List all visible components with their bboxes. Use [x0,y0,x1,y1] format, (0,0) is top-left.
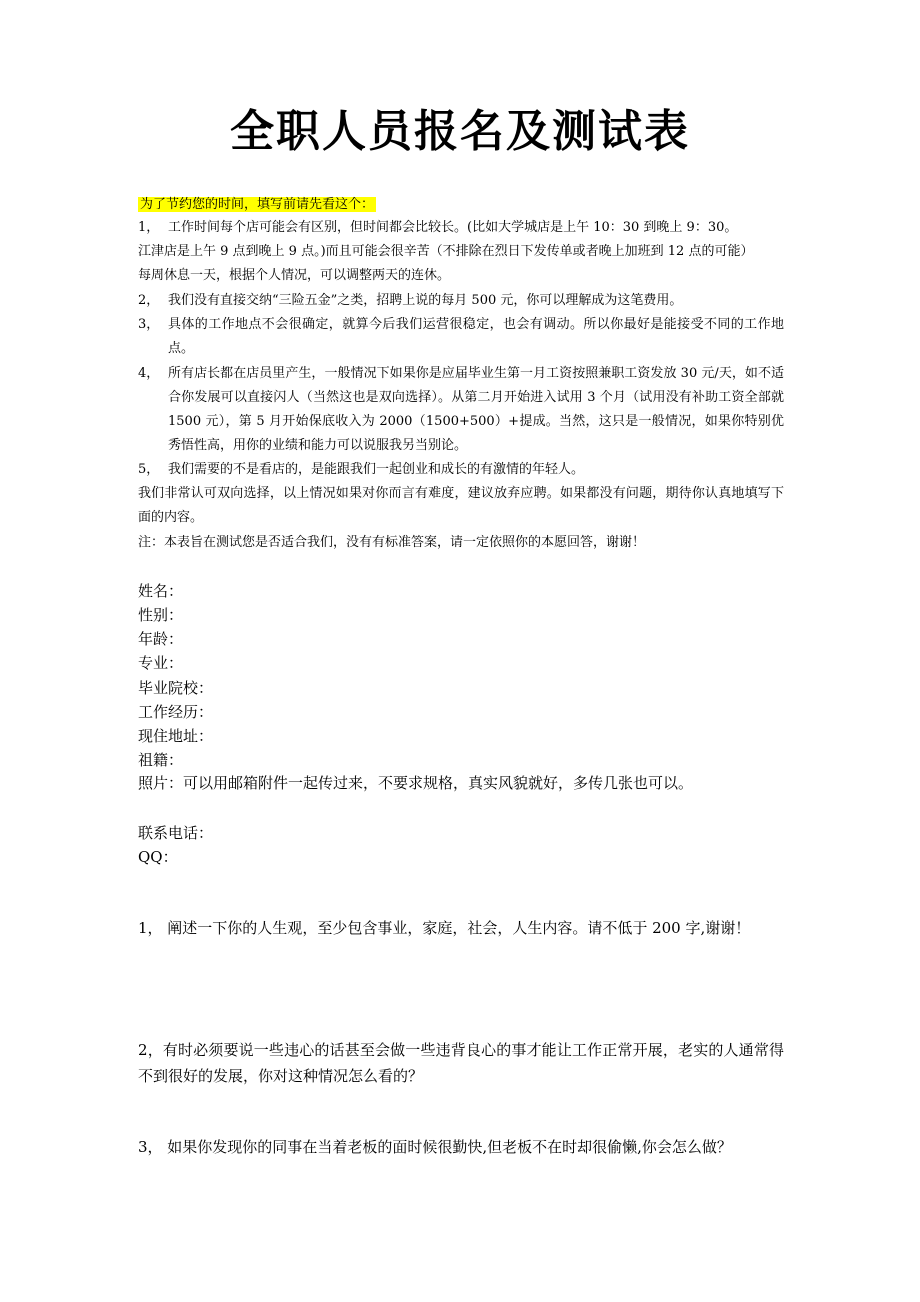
field-phone: 联系电话： [138,824,214,842]
notice-heading-highlight: 为了节约您的时间，填写前请先看这个： [140,197,375,212]
field-origin: 祖籍： [138,751,184,769]
notice-item-5 [138,458,784,482]
field-age: 年龄： [138,630,184,648]
notice-item-text: 我们没有直接交纳“三险五金”之类，招聘上说的每月 500 元，你可以理解成为这笔费用。 [168,293,683,308]
notice-heading [138,193,788,217]
notice-item-1-continued [138,240,788,288]
notice-item-2 [138,289,784,313]
question-2: 2，有时必须要说一些违心的话甚至会做一些违背良心的事才能让工作正常开展，老实的人通常得不到很好的发展，你对这种情况怎么看的？ [138,1041,784,1085]
notice-line: 江津店是上午 9 点到晚上 9 点。)而且可能会很辛苦（不排除在烈日下发传单或者晚上加班到 12 点的可能） [138,244,754,259]
notice-item-text: 我们需要的不是看店的，是能跟我们一起创业和成长的有激情的年轻人。 [168,462,585,477]
field-experience: 工作经历： [138,703,214,721]
notice-item-number: 4， [138,366,160,381]
field-gender: 性别： [138,606,184,624]
notice-item-3 [138,313,784,361]
field-photo: 照片：可以用邮箱附件一起传过来，不要求规格，真实风貌就好，多传几张也可以。 [138,774,694,792]
notice-item-text: 具体的工作地点不会很确定，就算今后我们运营很稳定，也会有调动。所以你最好是能接受不同的工作地点。 [168,317,784,356]
notice-item-number: 1， [138,220,160,235]
field-school: 毕业院校： [138,679,214,697]
notice-item-4 [138,362,784,458]
field-qq: QQ： [138,848,178,866]
notice-item-number: 3， [138,317,160,332]
notice-line: 每周休息一天，根据个人情况，可以调整两天的连休。 [138,268,451,283]
notice-item-text: 所有店长都在店员里产生，一般情况下如果你是应届毕业生第一月工资按照兼职工资发放 30 元/天，如不适合你发展可以直接闪人（当然这也是双向选择）。从第二月开始进入试用 3 个月（试用没有补助工资全部就 1500 元），第 5 月开始保底收入为 2000（1500+500）+提成。当然，这只是一般情况，如果你特别优秀悟性高，用你的业绩和能力可以说服我另当别论。 [168,366,784,453]
question-1: 1， 阐述一下你的人生观，至少包含事业，家庭，社会，人生内容。请不低于 200 字,谢谢！ [138,919,751,937]
document-title: 全职人员报名及测试表 [230,106,690,157]
notice-item-text: 工作时间每个店可能会有区别，但时间都会比较长。(比如大学城店是上午 10：30 到晚上 9：30。 [168,220,738,235]
closing-note: 注：本表旨在测试您是否适合我们，没有有标准答案，请一定依照你的本愿回答，谢谢！ [138,535,646,550]
field-name: 姓名： [138,582,184,600]
question-3: 3， 如果你发现你的同事在当着老板的面时候很勤快,但老板不在时却很偷懒,你会怎么做？ [138,1138,732,1156]
field-major: 专业： [138,654,184,672]
notice-item-1 [138,216,784,240]
closing-paragraph: 我们非常认可双向选择，以上情况如果对你而言有难度，建议放弃应聘。如果都没有问题，期待你认真地填写下面的内容。 [138,486,784,525]
notice-item-number: 5， [138,462,160,477]
field-address: 现住地址： [138,727,214,745]
notice-item-number: 2， [138,293,160,308]
